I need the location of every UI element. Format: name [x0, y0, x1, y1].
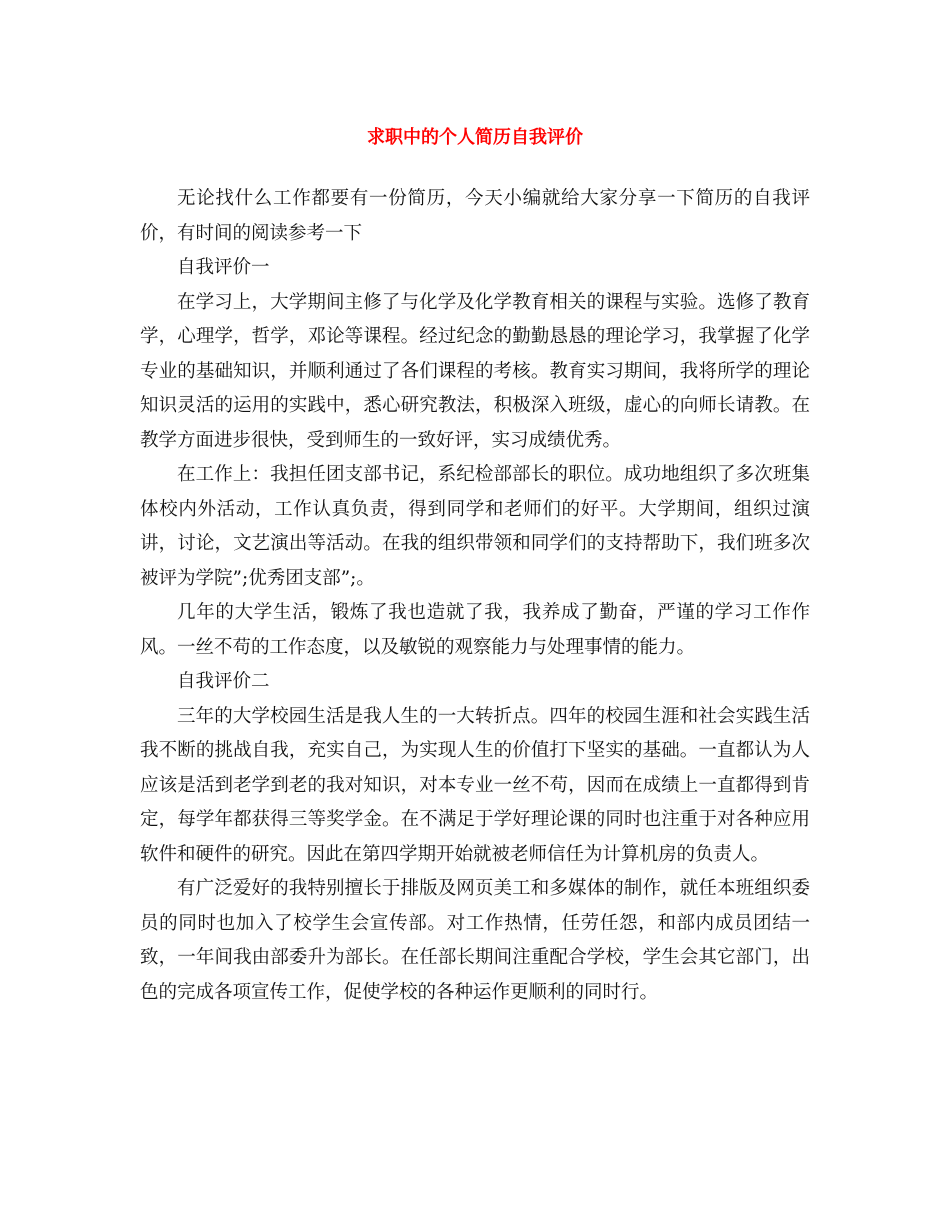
intro-paragraph: 无论找什么工作都要有一份简历，今天小编就给大家分享一下简历的自我评价，有时间的阅读参考一下	[140, 188, 810, 244]
study-paragraph: 在学习上，大学期间主修了与化学及化学教育相关的课程与实验。选修了教育学，心理学，哲学，邓论等课程。经过纪念的勤勤恳恳的理论学习，我掌握了化学专业的基础知识，并顺利通过了各们课程的考核。教育实习期间，我将所学的理论知识灵活的运用的实践中，悉心研究教法，积极深入班级，虚心的向师长请教。在教学方面进步很快，受到师生的一致好评，实习成绩优秀。	[140, 291, 810, 451]
document-body	[140, 182, 810, 1010]
section-heading-1: 自我评价一	[177, 257, 270, 278]
work-paragraph: 在工作上：我担任团支部书记，系纪检部部长的职位。成功地组织了多次班集体校内外活动，工作认真负责，得到同学和老师们的好平。大学期间，组织过演讲，讨论，文艺演出等活动。在我的组织带领和同学们的支持帮助下，我们班多次被评为学院”;优秀团支部”;。	[140, 464, 810, 589]
section-heading-2: 自我评价二	[177, 671, 270, 692]
summary-paragraph: 几年的大学生活，锻炼了我也造就了我，我养成了勤奋，严谨的学习工作作风。一丝不苟的工作态度，以及敏锐的观察能力与处理事情的能力。	[140, 602, 810, 658]
hobbies-paragraph: 有广泛爱好的我特别擅长于排版及网页美工和多媒体的制作，就任本班组织委员的同时也加入了校学生会宣传部。对工作热情，任劳任怨，和部内成员团结一致，一年间我由部委升为部长。在任部长期间注重配合学校，学生会其它部门，出色的完成各项宣传工作，促使学校的各种运作更顺利的同时行。	[140, 878, 810, 1003]
college-life-paragraph: 三年的大学校园生活是我人生的一大转折点。四年的校园生涯和社会实践生活我不断的挑战自我，充实自己，为实现人生的价值打下坚实的基础。一直都认为人应该是活到老学到老的我对知识，对本专业一丝不苟，因而在成绩上一直都得到肯定，每学年都获得三等奖学金。在不满足于学好理论课的同时也注重于对各种应用软件和硬件的研究。因此在第四学期开始就被老师信任为计算机房的负责人。	[140, 705, 810, 865]
document-title: 求职中的个人简历自我评价	[367, 127, 583, 148]
